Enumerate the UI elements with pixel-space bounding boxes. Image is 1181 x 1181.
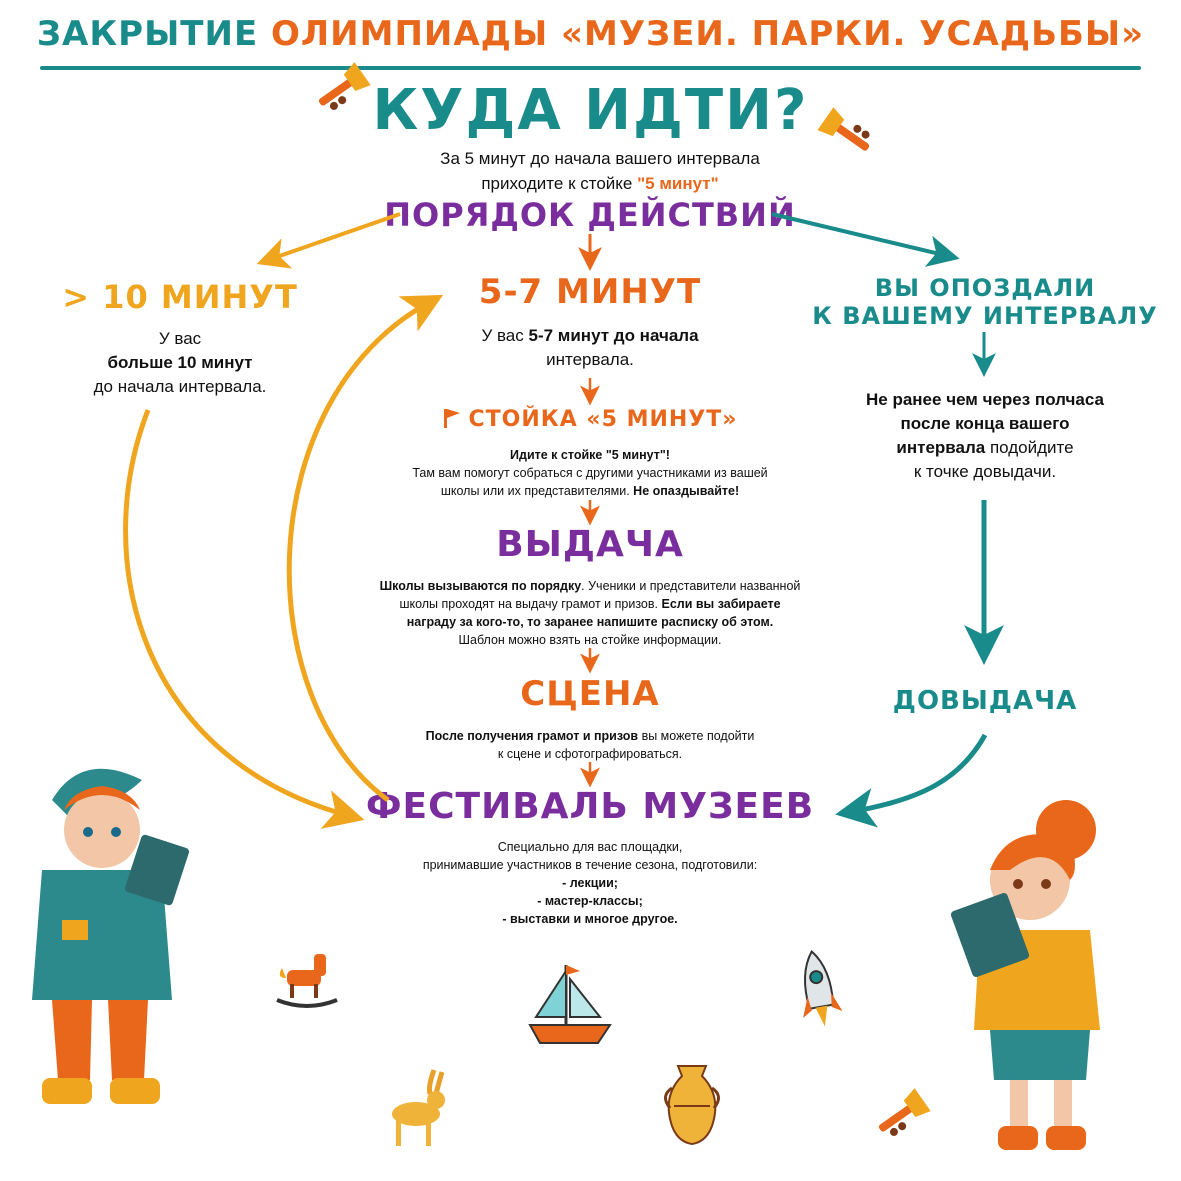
right-line3-text: подойдите	[985, 438, 1074, 457]
right-heading	[800, 274, 1170, 330]
festival-item-3-text: - выставки и многое другое.	[502, 912, 678, 926]
right-heading-line2: К ВАШЕМУ ИНТЕРВАЛУ	[812, 302, 1158, 330]
issue-line1-bold: Школы вызываются по порядку	[379, 579, 582, 593]
center-heading: 5-7 МИНУТ	[478, 272, 702, 312]
festival-text	[340, 838, 840, 928]
stage-line1	[340, 727, 840, 745]
festival-item-2	[340, 892, 840, 910]
festival-item-2-text: - мастер-классы;	[537, 894, 643, 908]
right-line4: к точке довыдачи.	[913, 462, 1057, 481]
festival-item-3	[340, 910, 840, 928]
issue-line2	[320, 595, 860, 613]
issue-heading: ВЫДАЧА	[496, 524, 684, 565]
header-title-part2: ОЛИМПИАДЫ «МУЗЕИ. ПАРКИ. УСАДЬБЫ»	[271, 14, 1145, 54]
sailboat-icon	[530, 965, 610, 1043]
arrow-left-to-festival	[126, 410, 350, 816]
right-line3-bold: интервала	[896, 438, 986, 457]
rocket-icon	[792, 948, 845, 1030]
header-title-part1: ЗАКРЫТИЕ	[36, 14, 259, 54]
stage-line1-bold: После получения грамот и призов	[425, 729, 639, 743]
stand-line3	[330, 482, 850, 500]
left-text	[40, 327, 320, 399]
main-title: КУДА ИДТИ?	[372, 78, 809, 143]
intro-text	[340, 146, 860, 196]
left-line2-bold: больше 10 минут	[107, 353, 253, 372]
center-line2: интервала.	[546, 350, 634, 369]
right-line1	[810, 388, 1160, 412]
stand-line3-bold: Не опаздывайте!	[633, 484, 740, 498]
stand-heading: СТОЙКА «5 МИНУТ»	[468, 407, 738, 432]
right-line2-bold: после конца вашего	[900, 414, 1070, 433]
trumpet-icon	[872, 1088, 931, 1141]
stand-line3-text: школы или их представителями.	[440, 484, 630, 498]
issue-line2-bold: Если вы забираете	[661, 597, 781, 611]
stand-heading-row	[390, 407, 790, 432]
right-line3	[810, 436, 1160, 460]
issue-line1-text: . Ученики и представители названной	[581, 579, 801, 593]
intro-line1: За 5 минут до начала вашего интервала	[440, 149, 760, 168]
intro-line2-prefix: приходите к стойке	[481, 174, 638, 193]
right-heading-line1: ВЫ ОПОЗДАЛИ	[874, 274, 1096, 302]
horse-icon	[277, 954, 337, 1006]
header-title	[0, 14, 1181, 54]
stage-line2: к сцене и сфотографироваться.	[497, 747, 683, 761]
boy-character	[32, 769, 190, 1104]
festival-line1: Специально для вас площадки,	[497, 840, 683, 854]
festival-item-1-text: - лекции;	[562, 876, 618, 890]
festival-line2: принимавшие участников в течение сезона, подготовили:	[422, 858, 758, 872]
left-line3: до начала интервала.	[93, 377, 267, 396]
stage-line1-text: вы можете подойти	[638, 729, 755, 743]
festival-heading: ФЕСТИВАЛЬ МУЗЕЕВ	[365, 786, 815, 827]
stage-heading: СЦЕНА	[520, 674, 660, 714]
stage-text	[340, 727, 840, 763]
issue-line2-text: школы проходят на выдачу грамот и призов.	[399, 597, 658, 611]
flag-icon	[442, 407, 462, 429]
right-line1-bold: Не ранее чем через полчаса	[866, 390, 1104, 409]
left-line1: У вас	[158, 329, 202, 348]
stand-text	[330, 446, 850, 500]
arrow-right-to-festival	[850, 735, 985, 812]
festival-item-1	[340, 874, 840, 892]
intro-line2-highlight: "5 минут"	[637, 174, 719, 193]
girl-character	[950, 800, 1100, 1150]
center-text	[390, 324, 790, 372]
issue-line4: Шаблон можно взять на стойке информации.	[458, 633, 722, 647]
stand-line2: Там вам помогут собраться с другими участниками из вашей	[412, 466, 768, 480]
vase-icon	[665, 1066, 718, 1144]
left-line2	[40, 351, 320, 375]
issue-line1	[320, 577, 860, 595]
center-line1-bold: 5-7 минут до начала	[528, 326, 699, 345]
right-line2	[810, 412, 1160, 436]
stand-line1-bold: Идите к стойке "5 минут"!	[510, 448, 670, 462]
order-heading: ПОРЯДОК ДЕЙСТВИЙ	[384, 196, 796, 234]
intro-line2	[340, 171, 860, 196]
center-line1-prefix: У вас	[481, 326, 529, 345]
right-text	[810, 388, 1160, 484]
header-divider	[40, 66, 1141, 70]
center-line1	[390, 324, 790, 348]
goat-icon	[392, 1070, 445, 1146]
issue-line3	[320, 613, 860, 631]
final-heading: ДОВЫДАЧА	[892, 686, 1078, 716]
stand-line1	[330, 446, 850, 464]
issue-text	[320, 577, 860, 649]
left-heading: > 10 МИНУТ	[62, 278, 298, 316]
issue-line3-bold: награду за кого-то, то заранее напишите расписку об этом.	[406, 615, 774, 629]
